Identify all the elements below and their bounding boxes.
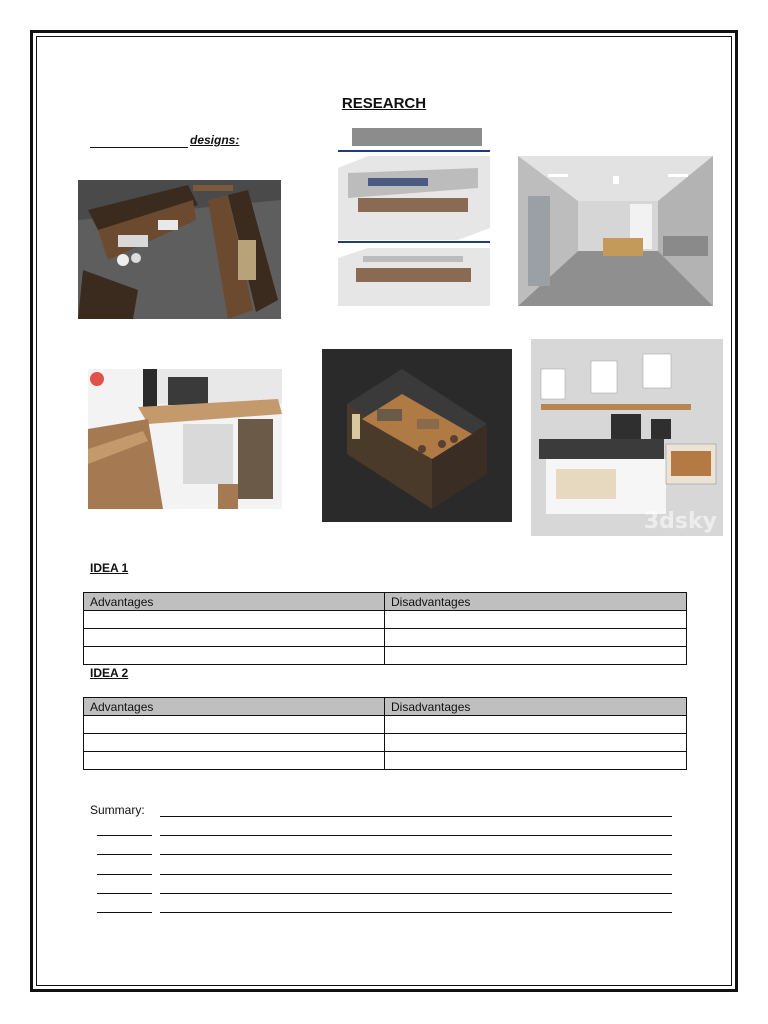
isometric-cafe-image (322, 349, 512, 522)
table-row (84, 734, 687, 752)
table-row (84, 752, 687, 770)
summary-line-prefix (97, 854, 152, 855)
watermark: 3dsky (643, 509, 717, 534)
isometric-cafe-room-render-icon (322, 349, 512, 522)
coffee-shop-counter-render-icon (531, 339, 723, 536)
disadvantages-header: Disadvantages (385, 593, 687, 611)
idea-2-table (83, 697, 687, 770)
advantages-header: Advantages (84, 698, 385, 716)
summary-line[interactable] (160, 893, 672, 894)
disadvantage-cell[interactable] (385, 647, 687, 665)
disadvantage-cell[interactable] (385, 734, 687, 752)
idea-1-table (83, 592, 687, 665)
summary-line[interactable] (160, 874, 672, 875)
summary-line-prefix (97, 874, 152, 875)
disadvantage-cell[interactable] (385, 629, 687, 647)
table-row (84, 716, 687, 734)
coffee-bar-3d-render-icon (88, 369, 282, 509)
designs-label: designs: (190, 133, 240, 147)
summary-line-prefix (97, 893, 152, 894)
summary-line[interactable] (160, 835, 672, 836)
summary-line[interactable] (160, 816, 672, 817)
page-title: RESEARCH (341, 95, 427, 112)
coffee-bar-image (88, 369, 282, 509)
cafe-counter-image (78, 180, 281, 319)
advantage-cell[interactable] (84, 716, 385, 734)
disadvantage-cell[interactable] (385, 611, 687, 629)
advantages-header: Advantages (84, 593, 385, 611)
kitchen-cutaway-image (338, 128, 490, 306)
advantage-cell[interactable] (84, 752, 385, 770)
cafe-counter-3d-render-icon (78, 180, 281, 319)
coffee-shop-counter-image (531, 339, 723, 536)
designs-blank-line (90, 147, 188, 148)
summary-line[interactable] (160, 854, 672, 855)
summary-line-prefix (97, 912, 152, 913)
summary-line-prefix (97, 835, 152, 836)
disadvantages-header: Disadvantages (385, 698, 687, 716)
industrial-kitchen-photo-icon (518, 156, 713, 306)
table-row (84, 611, 687, 629)
advantage-cell[interactable] (84, 629, 385, 647)
summary-label: Summary: (90, 803, 145, 817)
table-row (84, 647, 687, 665)
disadvantage-cell[interactable] (385, 752, 687, 770)
idea-2-label: IDEA 2 (90, 666, 129, 680)
idea-1-label: IDEA 1 (90, 561, 129, 575)
disadvantage-cell[interactable] (385, 716, 687, 734)
industrial-kitchen-image (518, 156, 713, 306)
advantage-cell[interactable] (84, 611, 385, 629)
summary-line[interactable] (160, 912, 672, 913)
table-row (84, 629, 687, 647)
advantage-cell[interactable] (84, 647, 385, 665)
advantage-cell[interactable] (84, 734, 385, 752)
table-header-row (84, 593, 687, 611)
commercial-kitchen-cutaway-render-icon (338, 128, 490, 306)
table-header-row (84, 698, 687, 716)
